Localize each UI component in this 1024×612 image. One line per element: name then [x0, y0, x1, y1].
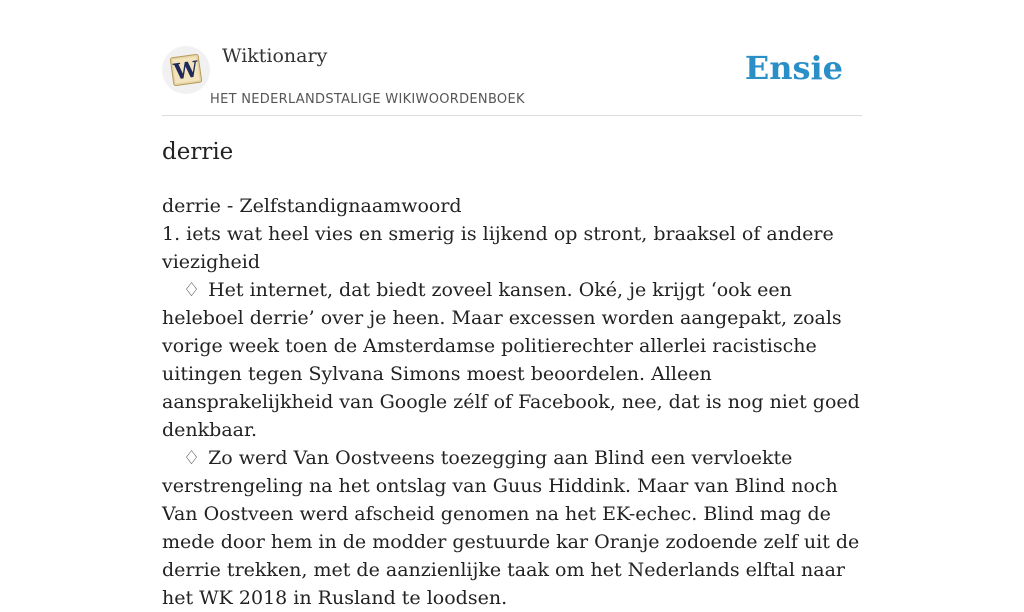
definition: 1. iets wat heel vies en smerig is lijkend op stront, braaksel of andere viezigheid — [162, 223, 834, 273]
site-name-link[interactable]: Wiktionary — [222, 45, 328, 67]
entry-content — [162, 192, 866, 612]
site-header — [162, 44, 862, 116]
example-sentence — [162, 276, 866, 444]
page-title: derrie — [162, 139, 234, 165]
word-type: derrie - Zelfstandignaamwoord — [162, 195, 462, 217]
example-text: Zo werd Van Oostveens toezegging aan Blind een vervloekte verstrengeling na het ontslag van Guus Hiddink. Maar van Blind noch Van Oostveen werd afscheid genomen na het EK-echec. Blind mag de mede door hem in de modder gestuurde kar Oranje zodoende zelf uit de derrie trekken, met de aanzienlijke taak om het Nederlands elftal naar het WK 2018 in Rusland te loodsen. — [162, 447, 860, 609]
diamond-icon: ♢ — [183, 447, 201, 469]
wiktionary-logo-icon[interactable] — [162, 46, 210, 94]
example-sentence — [162, 444, 866, 612]
example-text: Het internet, dat biedt zoveel kansen. Oké, je krijgt ‘ook een heleboel derrie’ over je heen. Maar excessen worden aangepakt, zoals vorige week toen de Amsterdamse politierechter allerlei racistische uitingen tegen Sylvana Simons moest beoordelen. Alleen aansprakelijkheid van Google zélf of Facebook, nee, dat is nog niet goed denkbaar. — [162, 279, 860, 441]
ensie-brand-link[interactable]: Ensie — [744, 49, 843, 87]
diamond-icon: ♢ — [183, 279, 201, 301]
logo-letter: W — [172, 56, 201, 86]
site-subtitle: HET NEDERLANDSTALIGE WIKIWOORDENBOEK — [210, 92, 525, 107]
